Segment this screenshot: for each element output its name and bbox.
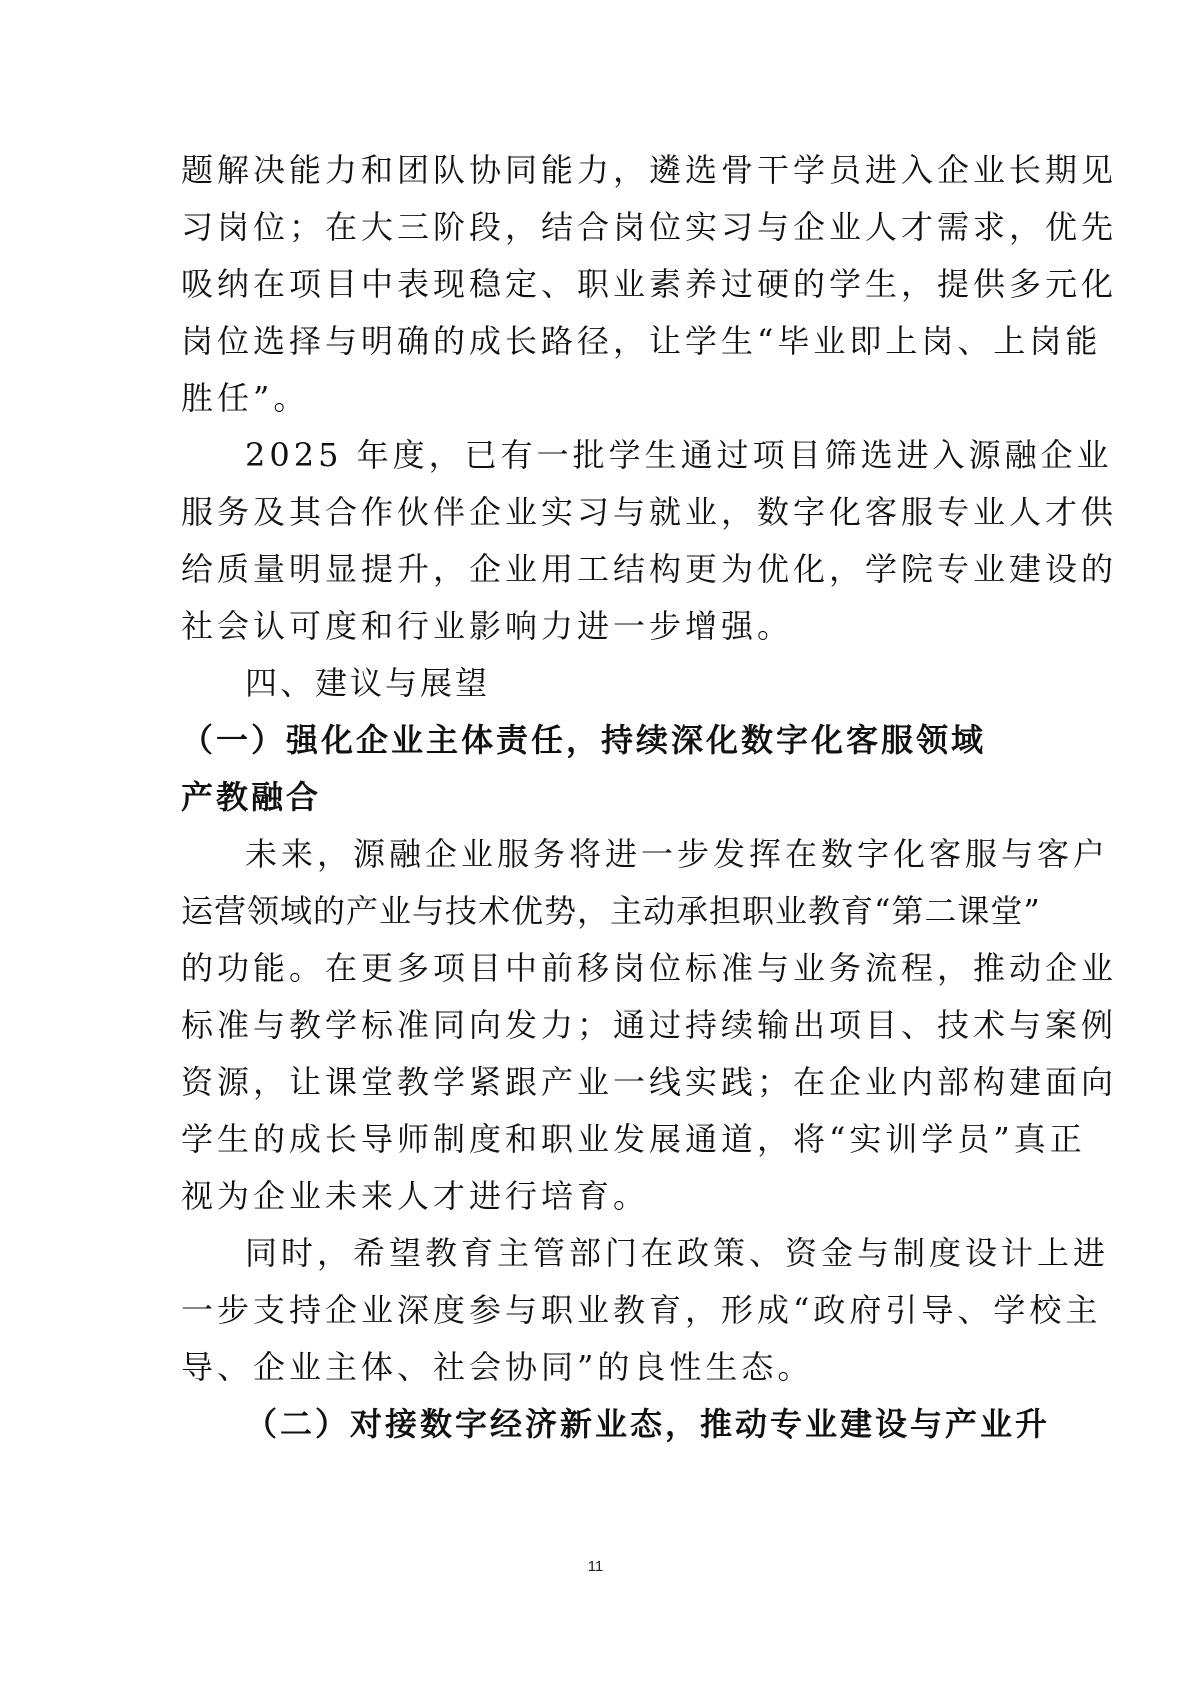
page-number: 11 [587, 1558, 604, 1575]
paragraph-future-line-2: 运营领域的产业与技术优势，主动承担职业教育“第二课堂” [181, 892, 1041, 930]
paragraph-2025-line-2: 服务及其合作伙伴企业实习与就业，数字化客服专业人才供 [181, 493, 1118, 531]
subsection-heading-2: （二）对接数字经济新业态，推动专业建设与产业升 [245, 1405, 1051, 1443]
paragraph-future-line-5: 资源，让课堂教学紧跟产业一线实践；在企业内部构建面向 [181, 1063, 1118, 1101]
paragraph-meanwhile-line-3: 导、企业主体、社会协同”的良性生态。 [181, 1348, 814, 1386]
paragraph-future-line-7: 视为企业未来人才进行培育。 [181, 1177, 650, 1215]
paragraph-2025-line-4: 社会认可度和行业影响力进一步增强。 [181, 607, 794, 645]
paragraph-2025-line-3: 给质量明显提升，企业用工结构更为优化，学院专业建设的 [181, 550, 1118, 588]
subsection-heading-1-line-1: （一）强化企业主体责任，持续深化数字化客服领域 [181, 721, 987, 759]
paragraph-future-line-4: 标准与教学标准同向发力；通过持续输出项目、技术与案例 [181, 1006, 1118, 1044]
body-line-1: 题解决能力和团队协同能力，遴选骨干学员进入企业长期见 [181, 151, 1118, 189]
paragraph-meanwhile-line-2: 一步支持企业深度参与职业教育，形成“政府引导、学校主 [181, 1291, 1102, 1329]
body-line-3: 吸纳在项目中表现稳定、职业素养过硬的学生，提供多元化 [181, 265, 1118, 303]
body-line-2: 习岗位；在大三阶段，结合岗位实习与企业人才需求，优先 [181, 208, 1118, 246]
paragraph-future-line-3: 的功能。在更多项目中前移岗位标准与业务流程，推动企业 [181, 949, 1118, 987]
body-line-5: 胜任”。 [181, 379, 310, 417]
section-heading: 四、建议与展望 [245, 664, 491, 702]
paragraph-meanwhile-line-1: 同时，希望教育主管部门在政策、资金与制度设计上进 [245, 1234, 1110, 1272]
paragraph-2025-line-1: 2025 年度，已有一批学生通过项目筛选进入源融企业 [245, 436, 1113, 474]
subsection-heading-1-line-2: 产教融合 [181, 778, 322, 816]
paragraph-future-line-6: 学生的成长导师制度和职业发展通道，将“实训学员”真正 [181, 1120, 1086, 1158]
paragraph-future-line-1: 未来，源融企业服务将进一步发挥在数字化客服与客户 [245, 835, 1110, 873]
body-line-4: 岗位选择与明确的成长路径，让学生“毕业即上岗、上岗能 [181, 322, 1102, 360]
